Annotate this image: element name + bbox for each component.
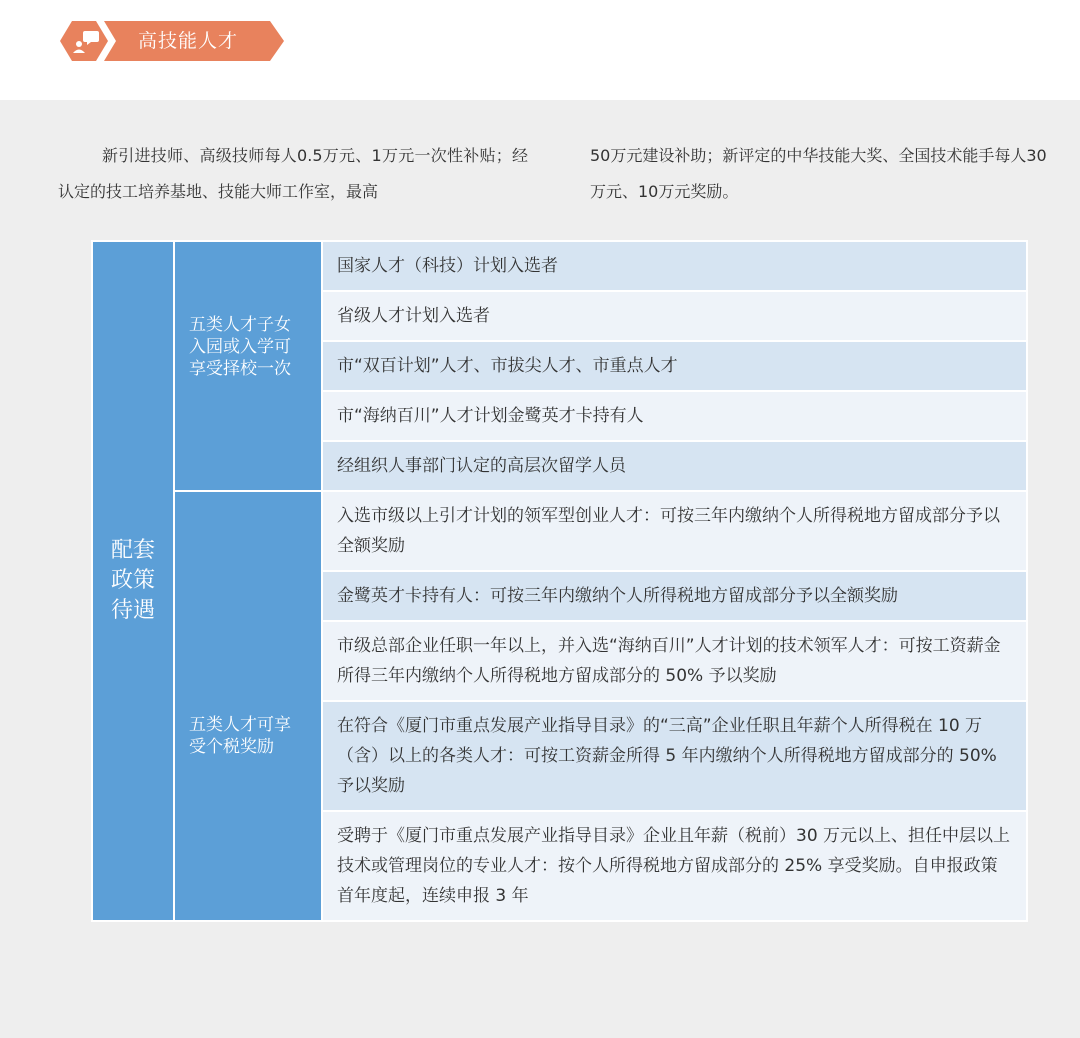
section-title: 高技能人才 (138, 30, 239, 52)
group-label-tax: 五类人才可享受个税奖励 (174, 491, 322, 921)
intro-paragraph-right: 50万元建设补助；新评定的中华技能大奖、全国技术能手每人30万元、10万元奖励。 (590, 146, 1047, 201)
category-cell: 配套政策待遇 (92, 241, 174, 921)
policy-table (91, 240, 1028, 922)
table-item: 经组织人事部门认定的高层次留学人员 (322, 441, 1027, 491)
table-item: 在符合《厦门市重点发展产业指导目录》的“三高”企业任职且年薪个人所得税在 10 万（含）以上的各类人才：可按工资薪金所得 5 年内缴纳个人所得税地方留成部分的 50% 予以奖励 (322, 701, 1027, 811)
group-label-school: 五类人才子女入园或入学可享受择校一次 (174, 241, 322, 491)
table-item: 入选市级以上引才计划的领军型创业人才：可按三年内缴纳个人所得税地方留成部分予以全额奖励 (322, 491, 1027, 571)
table-item: 金鹭英才卡持有人：可按三年内缴纳个人所得税地方留成部分予以全额奖励 (322, 571, 1027, 621)
intro-paragraph-left: 新引进技师、高级技师每人0.5万元、1万元一次性补贴；经认定的技工培养基地、技能大师工作室，最高 (58, 146, 528, 201)
table-item: 省级人才计划入选者 (322, 291, 1027, 341)
table-item: 市级总部企业任职一年以上，并入选“海纳百川”人才计划的技术领军人才：可按工资薪金所得三年内缴纳个人所得税地方留成部分的 50% 予以奖励 (322, 621, 1027, 701)
table-row (92, 241, 1027, 291)
table-item: 市“双百计划”人才、市拔尖人才、市重点人才 (322, 341, 1027, 391)
header-band (0, 0, 1080, 100)
table-item: 国家人才（科技）计划入选者 (322, 241, 1027, 291)
table-row (92, 491, 1027, 571)
table-item: 受聘于《厦门市重点发展产业指导目录》企业且年薪（税前）30 万元以上、担任中层以上技术或管理岗位的专业人才：按个人所得税地方留成部分的 25% 享受奖励。自申报政策首年度起，连续申报 3 年 (322, 811, 1027, 921)
section-title-tag (60, 21, 284, 61)
table-item: 市“海纳百川”人才计划金鹭英才卡持有人 (322, 391, 1027, 441)
people-chat-icon (72, 29, 100, 53)
